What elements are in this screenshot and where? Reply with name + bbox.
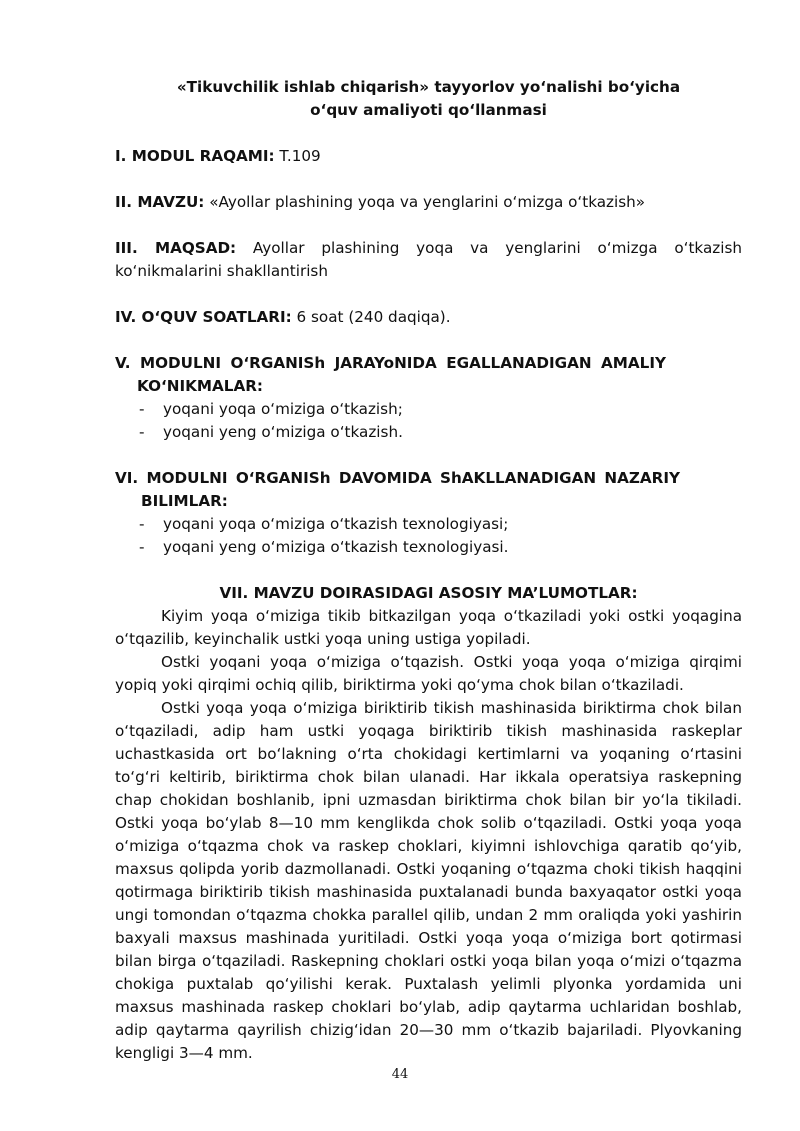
list-item: - yoqani yeng o‘miziga o‘tkazish. [139,421,742,444]
paragraph: Ostki yoqa yoqa o‘miziga biriktirib tikish mashinasida biriktirma chok bilan o‘tqaziladi, adip ham ustki yoqaga biriktirib tikish mashinasida raskeplar uchastkasida ort bo‘lakning o‘rta chokidagi kertimlarni va yoqaning o‘rtasini to‘g‘ri keltirib, biriktirma chok bilan ulanadi. Har ikkala operatsiya raskepning chap chokidan boshlanib, ipni uzmasdan biriktirma chok bilan bir yo‘la tikiladi. Ostki yoqa bo‘ylab 8—10 mm kenglikda chok solib o‘tqaziladi. Ostki yoqa yoqa o‘miziga o‘tqazma chok va raskep choklari, kiyimni ishlovchiga qaratib qo‘yib, maxsus qolipda yorib dazmollanadi. Ostki yoqaning o‘tqazma choki tikish haqqini qotirmaga biriktirib tikish mashinasida puxtalanadi bunda baxyaqator ostki yoqa ungi tomondan o‘tqazma chokka parallel qilib, undan 2 mm oraliqda yoki yashirin baxyali maxsus mashinada yuritiladi. Ostki yoqa yoqa o‘miziga bort qotirmasi bilan birga o‘tqaziladi. Raskepning choklari ostki yoqa bilan yoqa o‘mizi o‘tqazma chokiga puxtalab qo‘yilishi kerak. Puxtalash yelimli plyonka yordamida uni maxsus mashinada raskep choklari bo‘ylab, adip qaytarma uchlaridan boshlab, adip qaytarma qayrilish chizig‘idan 20—30 mm o‘tkazib bajariladi. Plyovkaning kengligi 3—4 mm. [115,699,742,1062]
section-module-number [115,145,742,168]
section-label: IV. O‘QUV SOATLARI: [115,308,292,326]
section-practical-skills [115,352,742,444]
list-item: - yoqani yoqa o‘miziga o‘tkazish; [139,398,742,421]
section-value: «Ayollar plashining yoqa va yenglarini o‘mizga o‘tkazish» [204,193,646,211]
list-item: - yoqani yoqa o‘miziga o‘tkazish texnologiyasi; [139,513,742,536]
title-line-2: o‘quv amaliyoti qo‘llanmasi [310,101,547,119]
section-heading-line-2: KO‘NIKMALAR: [137,377,263,395]
title-line-1: «Tikuvchilik ishlab chiqarish» tayyorlov yo‘nalishi bo‘yicha [176,78,681,96]
section-label: III. MAQSAD: [115,239,237,257]
page-number: 44 [391,1067,409,1082]
section-main-information [115,582,742,1065]
section-value: 6 soat (240 daqiqa). [291,308,451,326]
section-hours [115,306,742,329]
paragraph: Ostki yoqani yoqa o‘miziga o‘tqazish. Ostki yoqa yoqa o‘miziga qirqimi yopiq yoki qirqimi ochiq qilib, biriktirma yoki qo‘yma chok bilan o‘tkaziladi. [115,653,742,694]
document-title [115,76,742,122]
section-goal [115,237,742,283]
document-page [115,76,742,1065]
section-topic [115,191,742,214]
list-item: - yoqani yeng o‘miziga o‘tkazish texnologiyasi. [139,536,742,559]
section-heading-line-2: BILIMLAR: [141,492,228,510]
section-value: Ayollar plashining yoqa va yenglarini o‘mizga o‘tkazish ko‘nikmalarini shakllantirish [115,239,742,280]
skills-list [115,398,742,444]
section-label: II. MAVZU: [115,193,205,211]
section-heading-line-1: V. MODULNI O‘RGANISh JARAYoNIDA EGALLANADIGAN AMALIY [115,354,666,372]
dash-bullet: - [139,515,145,533]
dash-bullet: - [139,538,145,556]
paragraph: Kiyim yoqa o‘miziga tikib bitkazilgan yoqa o‘tkaziladi yoki ostki yoqagina o‘tqazilib, keyinchalik ustki yoqa uning ustiga yopiladi. [115,607,742,648]
section-heading-line-1: VI. MODULNI O‘RGANISh DAVOMIDA ShAKLLANADIGAN NAZARIY [115,469,680,487]
section-value: T.109 [274,147,321,165]
section-heading: VII. MAVZU DOIRASIDAGI ASOSIY MA’LUMOTLAR: [219,584,638,602]
knowledge-list [115,513,742,559]
dash-bullet: - [139,423,145,441]
section-theoretical-knowledge [115,467,742,559]
section-label: I. MODUL RAQAMI: [115,147,275,165]
dash-bullet: - [139,400,145,418]
